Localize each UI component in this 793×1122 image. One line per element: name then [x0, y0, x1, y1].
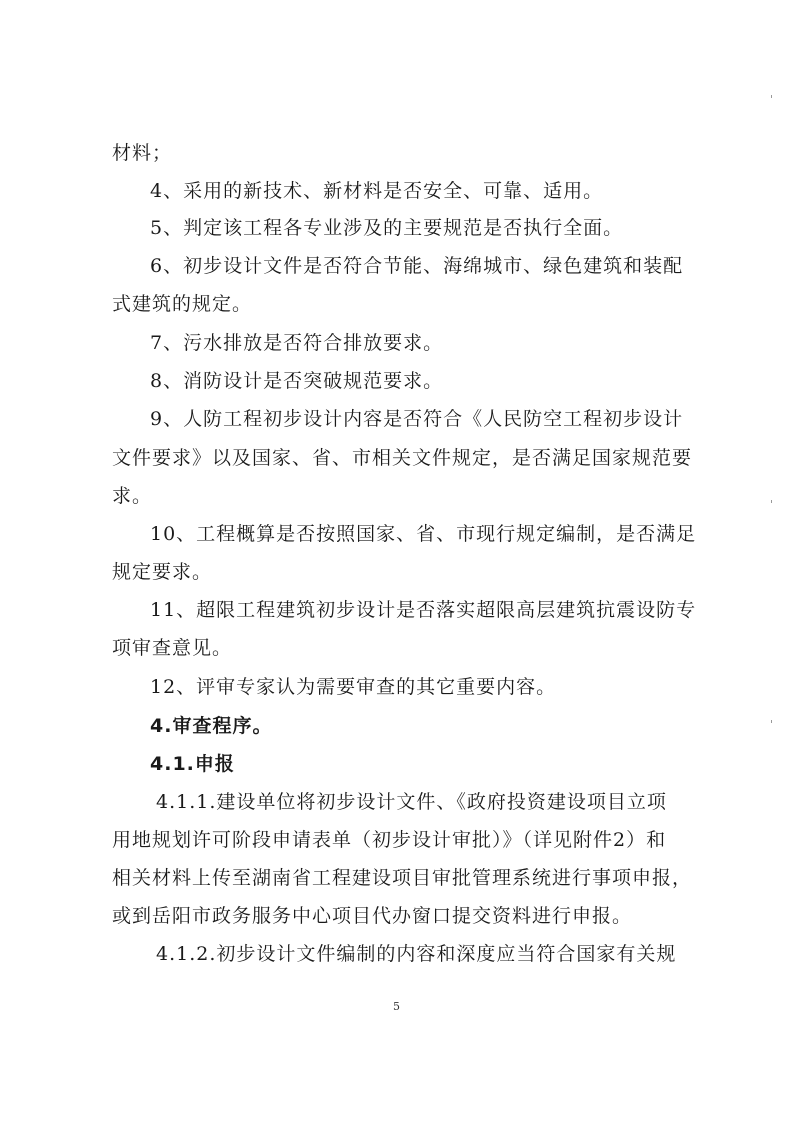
page-number: 5: [393, 1000, 400, 1013]
list-item-9: 9、人防工程初步设计内容是否符合《人民防空工程初步设计: [150, 408, 684, 430]
clause-4-1-1: 4.1.1.建设单位将初步设计文件、《政府投资建设项目立项: [156, 791, 667, 813]
list-item-8: 8、消防设计是否突破规范要求。: [150, 370, 444, 392]
text-line: 或到岳阳市政务服务中心项目代办窗口提交资料进行申报。: [112, 905, 633, 927]
list-item-5: 5、判定该工程各专业涉及的主要规范是否执行全面。: [150, 217, 624, 239]
text-line: 式建筑的规定。: [112, 293, 253, 315]
text-line: 相关材料上传至湖南省工程建设项目审批管理系统进行事项申报，: [112, 867, 693, 889]
list-item-6: 6、初步设计文件是否符合节能、海绵城市、绿色建筑和装配: [150, 255, 684, 277]
text-line: 用地规划许可阶段申请表单（初步设计审批）》（详见附件2）和: [112, 829, 667, 851]
text-line: 项审查意见。: [112, 637, 233, 659]
scan-mark: [771, 720, 772, 723]
list-item-11: 11、超限工程建筑初步设计是否落实超限高层建筑抗震设防专: [150, 599, 697, 621]
section-heading: 4.审查程序。: [150, 715, 273, 737]
list-item-4: 4、采用的新技术、新材料是否安全、可靠、适用。: [150, 180, 604, 202]
subsection-heading: 4.1.申报: [150, 753, 235, 775]
scan-mark: [771, 500, 772, 503]
text-line: 材料；: [112, 142, 173, 164]
text-line: 规定要求。: [112, 561, 213, 583]
list-item-10: 10、工程概算是否按照国家、省、市现行规定编制，是否满足: [150, 523, 697, 545]
list-item-7: 7、污水排放是否符合排放要求。: [150, 332, 444, 354]
list-item-12: 12、评审专家认为需要审查的其它重要内容。: [150, 676, 557, 698]
text-line: 文件要求》以及国家、省、市相关文件规定，是否满足国家规范要: [112, 447, 693, 469]
scan-mark: [771, 95, 772, 98]
clause-4-1-2: 4.1.2.初步设计文件编制的内容和深度应当符合国家有关规: [156, 943, 677, 965]
text-line: 求。: [112, 485, 153, 507]
